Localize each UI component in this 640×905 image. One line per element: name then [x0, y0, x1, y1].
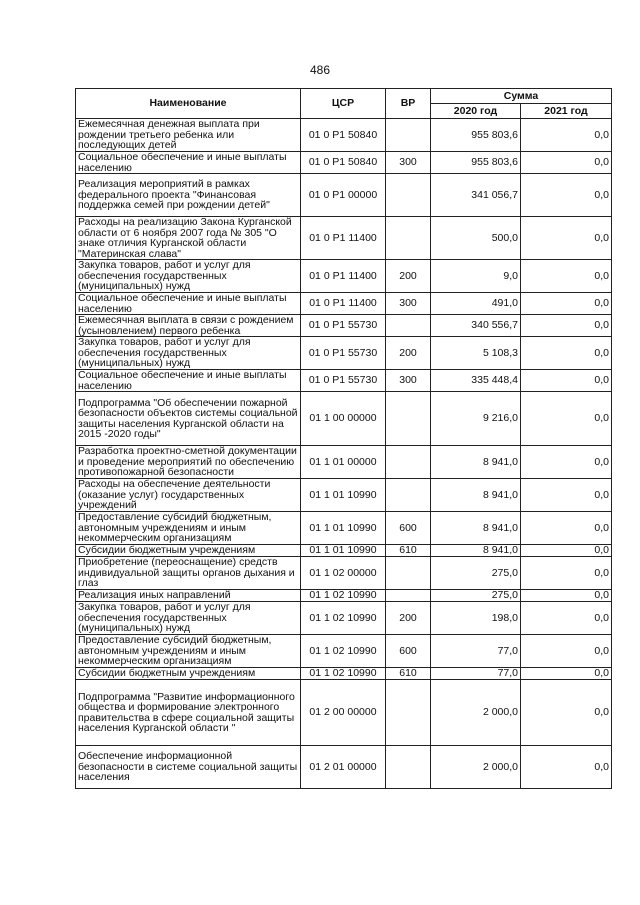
cell-vr [386, 557, 431, 590]
cell-vr [386, 217, 431, 260]
cell-csr: 01 1 01 10990 [301, 512, 386, 545]
cell-2021: 0,0 [521, 370, 612, 392]
cell-2021: 0,0 [521, 392, 612, 446]
page-number: 486 [309, 63, 331, 77]
cell-name: Предоставление субсидий бюджетным, автономным учреждениям и иным некоммерческим организациям [76, 635, 301, 668]
cell-name: Реализация мероприятий в рамках федерального проекта "Финансовая поддержка семей при рождении детей" [76, 174, 301, 217]
cell-name: Субсидии бюджетным учреждениям [76, 668, 301, 680]
cell-2021: 0,0 [521, 512, 612, 545]
cell-name: Социальное обеспечение и иные выплаты населению [76, 152, 301, 174]
cell-2020: 8 941,0 [431, 512, 521, 545]
table-row [76, 152, 612, 174]
cell-name: Обеспечение информационной безопасности в системе социальной защиты населения [76, 746, 301, 789]
cell-csr: 01 1 02 00000 [301, 557, 386, 590]
cell-csr: 01 0 P1 55730 [301, 370, 386, 392]
cell-name: Расходы на реализацию Закона Курганской области от 6 ноября 2007 года № 305 "О знаке отличия Курганской области "Материнская слава" [76, 217, 301, 260]
cell-2021: 0,0 [521, 746, 612, 789]
table-row [76, 545, 612, 557]
cell-2020: 275,0 [431, 557, 521, 590]
cell-2021: 0,0 [521, 590, 612, 602]
cell-csr: 01 0 P1 50840 [301, 152, 386, 174]
cell-vr [386, 590, 431, 602]
cell-2020: 491,0 [431, 293, 521, 315]
cell-csr: 01 1 02 10990 [301, 668, 386, 680]
cell-vr: 300 [386, 152, 431, 174]
cell-2021: 0,0 [521, 680, 612, 746]
cell-csr: 01 0 P1 00000 [301, 174, 386, 217]
cell-csr: 01 0 P1 55730 [301, 315, 386, 337]
cell-vr [386, 479, 431, 512]
cell-2020: 8 941,0 [431, 479, 521, 512]
cell-2020: 500,0 [431, 217, 521, 260]
table-row [76, 315, 612, 337]
table-row [76, 479, 612, 512]
cell-2020: 9 216,0 [431, 392, 521, 446]
cell-vr [386, 119, 431, 152]
cell-csr: 01 1 01 10990 [301, 545, 386, 557]
cell-name: Разработка проектно-сметной документации и проведение мероприятий по обеспечению противопожарной безопасности [76, 446, 301, 479]
cell-2020: 8 941,0 [431, 446, 521, 479]
cell-vr: 610 [386, 668, 431, 680]
cell-vr [386, 315, 431, 337]
table-row [76, 370, 612, 392]
cell-name: Приобретение (переоснащение) средств индивидуальной защиты органов дыхания и глаз [76, 557, 301, 590]
cell-vr [386, 392, 431, 446]
table-row [76, 746, 612, 789]
table-row [76, 590, 612, 602]
cell-vr: 600 [386, 635, 431, 668]
cell-2021: 0,0 [521, 668, 612, 680]
cell-name: Закупка товаров, работ и услуг для обеспечения государственных (муниципальных) нужд [76, 337, 301, 370]
cell-2020: 2 000,0 [431, 746, 521, 789]
cell-name: Социальное обеспечение и иные выплаты населению [76, 293, 301, 315]
cell-2020: 5 108,3 [431, 337, 521, 370]
cell-vr: 610 [386, 545, 431, 557]
cell-csr: 01 0 P1 11400 [301, 293, 386, 315]
header-csr: ЦСР [301, 89, 386, 119]
table-body [76, 119, 612, 789]
cell-csr: 01 1 02 10990 [301, 590, 386, 602]
cell-2020: 77,0 [431, 635, 521, 668]
cell-2021: 0,0 [521, 545, 612, 557]
table-row [76, 446, 612, 479]
cell-name: Ежемесячная денежная выплата при рождении третьего ребенка или последующих детей [76, 119, 301, 152]
cell-csr: 01 2 00 00000 [301, 680, 386, 746]
cell-2021: 0,0 [521, 557, 612, 590]
cell-2021: 0,0 [521, 337, 612, 370]
cell-name: Социальное обеспечение и иные выплаты населению [76, 370, 301, 392]
cell-2021: 0,0 [521, 446, 612, 479]
cell-name: Подпрограмма "Об обеспечении пожарной безопасности объектов системы социальной защиты населения Курганской области на 2015 -2020 годы" [76, 392, 301, 446]
cell-2020: 955 803,6 [431, 119, 521, 152]
cell-vr: 300 [386, 293, 431, 315]
cell-csr: 01 1 02 10990 [301, 635, 386, 668]
table-row [76, 392, 612, 446]
cell-csr: 01 0 P1 50840 [301, 119, 386, 152]
table-row [76, 260, 612, 293]
cell-name: Субсидии бюджетным учреждениям [76, 545, 301, 557]
cell-name: Предоставление субсидий бюджетным, автономным учреждениям и иным некоммерческим организациям [76, 512, 301, 545]
header-sum: Сумма [431, 89, 612, 104]
cell-2021: 0,0 [521, 174, 612, 217]
cell-vr [386, 680, 431, 746]
table-row [76, 337, 612, 370]
table-row [76, 668, 612, 680]
cell-2020: 335 448,4 [431, 370, 521, 392]
cell-csr: 01 1 01 10990 [301, 479, 386, 512]
cell-vr: 200 [386, 337, 431, 370]
table-header-row [76, 89, 612, 104]
cell-2021: 0,0 [521, 635, 612, 668]
cell-name: Расходы на обеспечение деятельности (оказание услуг) государственных учреждений [76, 479, 301, 512]
header-vr: ВР [386, 89, 431, 119]
cell-vr [386, 746, 431, 789]
cell-2020: 2 000,0 [431, 680, 521, 746]
cell-2020: 341 056,7 [431, 174, 521, 217]
table-row [76, 557, 612, 590]
cell-2020: 198,0 [431, 602, 521, 635]
cell-2021: 0,0 [521, 479, 612, 512]
cell-vr: 200 [386, 260, 431, 293]
header-year-2020: 2020 год [431, 104, 521, 119]
cell-2021: 0,0 [521, 152, 612, 174]
table-row [76, 293, 612, 315]
table-row [76, 217, 612, 260]
cell-2021: 0,0 [521, 315, 612, 337]
cell-2021: 0,0 [521, 293, 612, 315]
cell-csr: 01 1 02 10990 [301, 602, 386, 635]
cell-csr: 01 2 01 00000 [301, 746, 386, 789]
cell-vr [386, 174, 431, 217]
table-row [76, 680, 612, 746]
cell-vr [386, 446, 431, 479]
cell-2021: 0,0 [521, 217, 612, 260]
cell-name: Закупка товаров, работ и услуг для обеспечения государственных (муниципальных) нужд [76, 260, 301, 293]
header-name: Наименование [76, 89, 301, 119]
cell-2020: 955 803,6 [431, 152, 521, 174]
cell-2021: 0,0 [521, 260, 612, 293]
header-year-2021: 2021 год [521, 104, 612, 119]
budget-table [75, 88, 612, 789]
cell-name: Закупка товаров, работ и услуг для обеспечения государственных (муниципальных) нужд [76, 602, 301, 635]
cell-2020: 275,0 [431, 590, 521, 602]
cell-2021: 0,0 [521, 119, 612, 152]
cell-csr: 01 1 01 00000 [301, 446, 386, 479]
cell-vr: 600 [386, 512, 431, 545]
cell-vr: 200 [386, 602, 431, 635]
cell-vr: 300 [386, 370, 431, 392]
cell-name: Ежемесячная выплата в связи с рождением (усыновлением) первого ребенка [76, 315, 301, 337]
cell-name: Реализация иных направлений [76, 590, 301, 602]
cell-2020: 8 941,0 [431, 545, 521, 557]
cell-2020: 9,0 [431, 260, 521, 293]
cell-2020: 77,0 [431, 668, 521, 680]
cell-csr: 01 0 P1 11400 [301, 260, 386, 293]
cell-csr: 01 0 P1 55730 [301, 337, 386, 370]
cell-csr: 01 1 00 00000 [301, 392, 386, 446]
cell-2021: 0,0 [521, 602, 612, 635]
table-row [76, 512, 612, 545]
table-row [76, 174, 612, 217]
table-row [76, 635, 612, 668]
table-row [76, 602, 612, 635]
cell-name: Подпрограмма "Развитие информационного общества и формирование электронного правительства в сфере социальной защиты населения Курганской области " [76, 680, 301, 746]
cell-2020: 340 556,7 [431, 315, 521, 337]
cell-csr: 01 0 P1 11400 [301, 217, 386, 260]
table-row [76, 119, 612, 152]
